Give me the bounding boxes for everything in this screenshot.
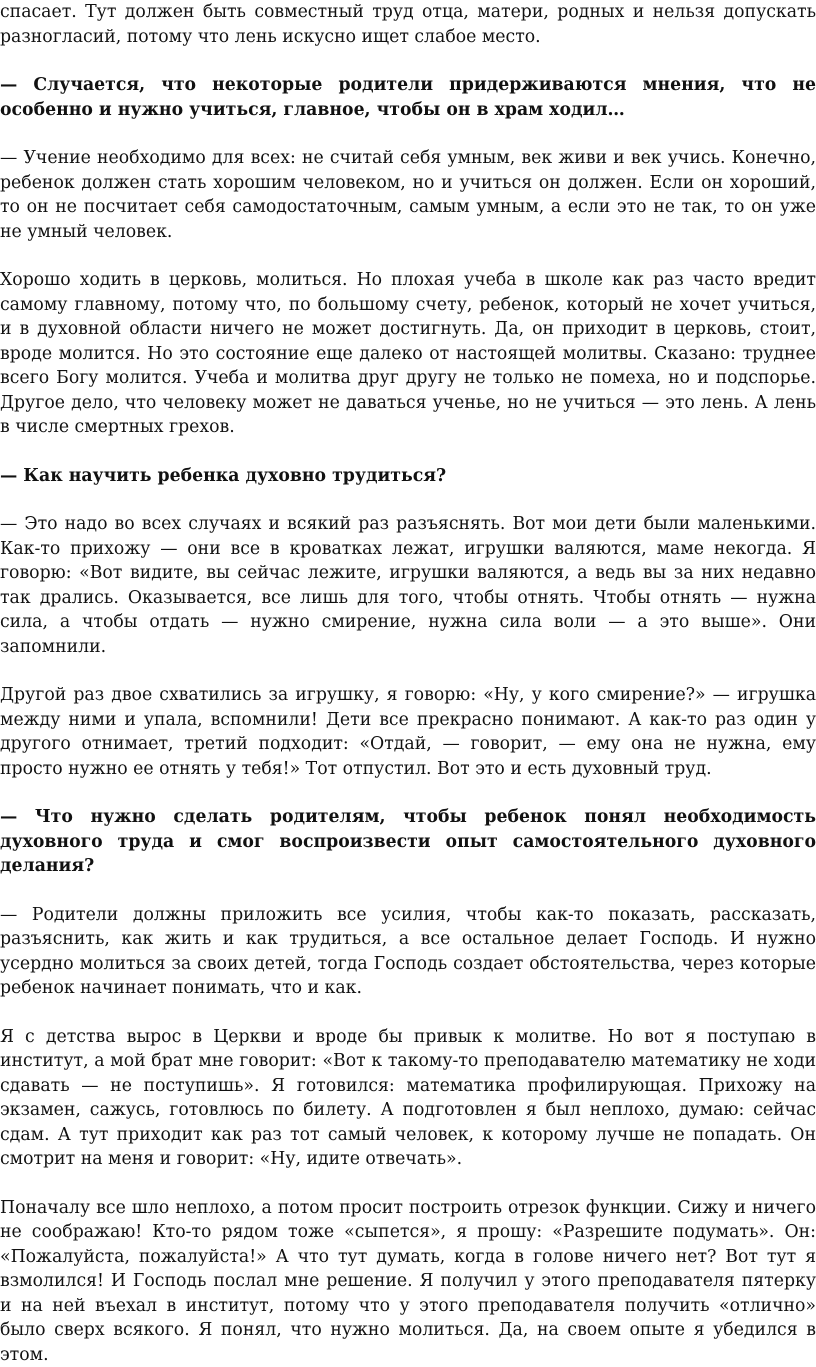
paragraph-continued-text: спасает. Тут должен быть совместный труд отца, матери, родных и нельзя допускать разногласий, потому что лень искусно ищет слабое место.: [0, 0, 816, 49]
interview-question-parents-role: — Что нужно сделать родителям, чтобы ребенок понял необходимость духовного труда и смог воспроизвести опыт самостоятельного духовного делания?: [0, 805, 816, 879]
paragraph-church-and-study: Хорошо ходить в церковь, молиться. Но плохая учеба в школе как раз часто вредит самому главному, потому что, по большому счету, ребенок, который не хочет учиться, и в духовной области ничего не может достигнуть. Да, он приходит в церковь, стоит, вроде молится. Но это состояние еще далеко от настоящей молитвы. Сказано: труднее всего Богу молится. Учеба и молитва друг другу не только не помеха, но и подспорье. Другое дело, что человеку может не даваться ученье, но не учиться — это лень. А лень в числе смертных грехов.: [0, 268, 816, 440]
interview-question-spiritual-work: — Как научить ребенка духовно трудиться?: [0, 464, 816, 489]
paragraph-exam-prayer: Поначалу все шло неплохо, а потом просит построить отрезок функции. Сижу и ничего не соображаю! Кто-то рядом тоже «сыпется», я прошу: «Разрешите подумать». Он: «Пожалуйста, пожалуйста!» А что тут думать, когда в голове ничего нет? Вот тут я взмолился! И Господь послал мне решение. Я получил у этого преподавателя пятерку и на ней въехал в институт, потому что у этого преподавателя получить «отлично» было сверх всякого. Я понял, что нужно молиться. Да, на своем опыте я убедился в этом.: [0, 1196, 816, 1367]
answer-paragraph-parents-effort: — Родители должны приложить все усилия, чтобы как-то показать, рассказать, разъяснить, как жить и как трудиться, а все остальное делает Господь. И нужно усердно молиться за своих детей, тогда Господь создает обстоятельства, через которые ребенок начинает понимать, что и как.: [0, 903, 816, 1001]
interview-question-study-vs-church: — Случается, что некоторые родители придерживаются мнения, что не особенно и нужно учиться, главное, чтобы он в храм ходил…: [0, 73, 816, 122]
paragraph-institute-exam: Я с детства вырос в Церкви и вроде бы привык к молитве. Но вот я поступаю в институт, а мой брат мне говорит: «Вот к такому-то преподавателю математику не ходи сдавать — не поступишь». Я готовился: математика профилирующая. Прихожу на экзамен, сажусь, готовлюсь по билету. А подготовлен я был неплохо, думаю: сейчас сдам. А тут приходит как раз тот самый человек, к которому лучше не попадать. Он смотрит на меня и говорит: «Ну, идите отвечать».: [0, 1025, 816, 1172]
answer-paragraph-children-toys: — Это надо во всех случаях и всякий раз разъяснять. Вот мои дети были маленькими. Как-то прихожу — они все в кроватках лежат, игрушки валяются, маме некогда. Я говорю: «Вот видите, вы сейчас лежите, игрушки валяются, а ведь вы за них недавно так дрались. Оказывается, все лишь для того, чтобы отнять. Чтобы отнять — нужна сила, а чтобы отдать — нужно смирение, нужна сила воли — а это выше». Они запомнили.: [0, 512, 816, 659]
paragraph-humility-story: Другой раз двое схватились за игрушку, я говорю: «Ну, у кого смирение?» — игрушка между ними и упала, вспомнили! Дети все прекрасно понимают. А как-то раз один у другого отнимает, третий подходит: «Отдай, — говорит, — ему она не нужна, ему просто нужно ее отнять у тебя!» Тот отпустил. Вот это и есть духовный труд.: [0, 683, 816, 781]
answer-paragraph-learning: — Учение необходимо для всех: не считай себя умным, век живи и век учись. Конечно, ребенок должен стать хорошим человеком, но и учиться он должен. Если он хороший, то он не посчитает себя самодостаточным, самым умным, а если это не так, то он уже не умный человек.: [0, 146, 816, 244]
